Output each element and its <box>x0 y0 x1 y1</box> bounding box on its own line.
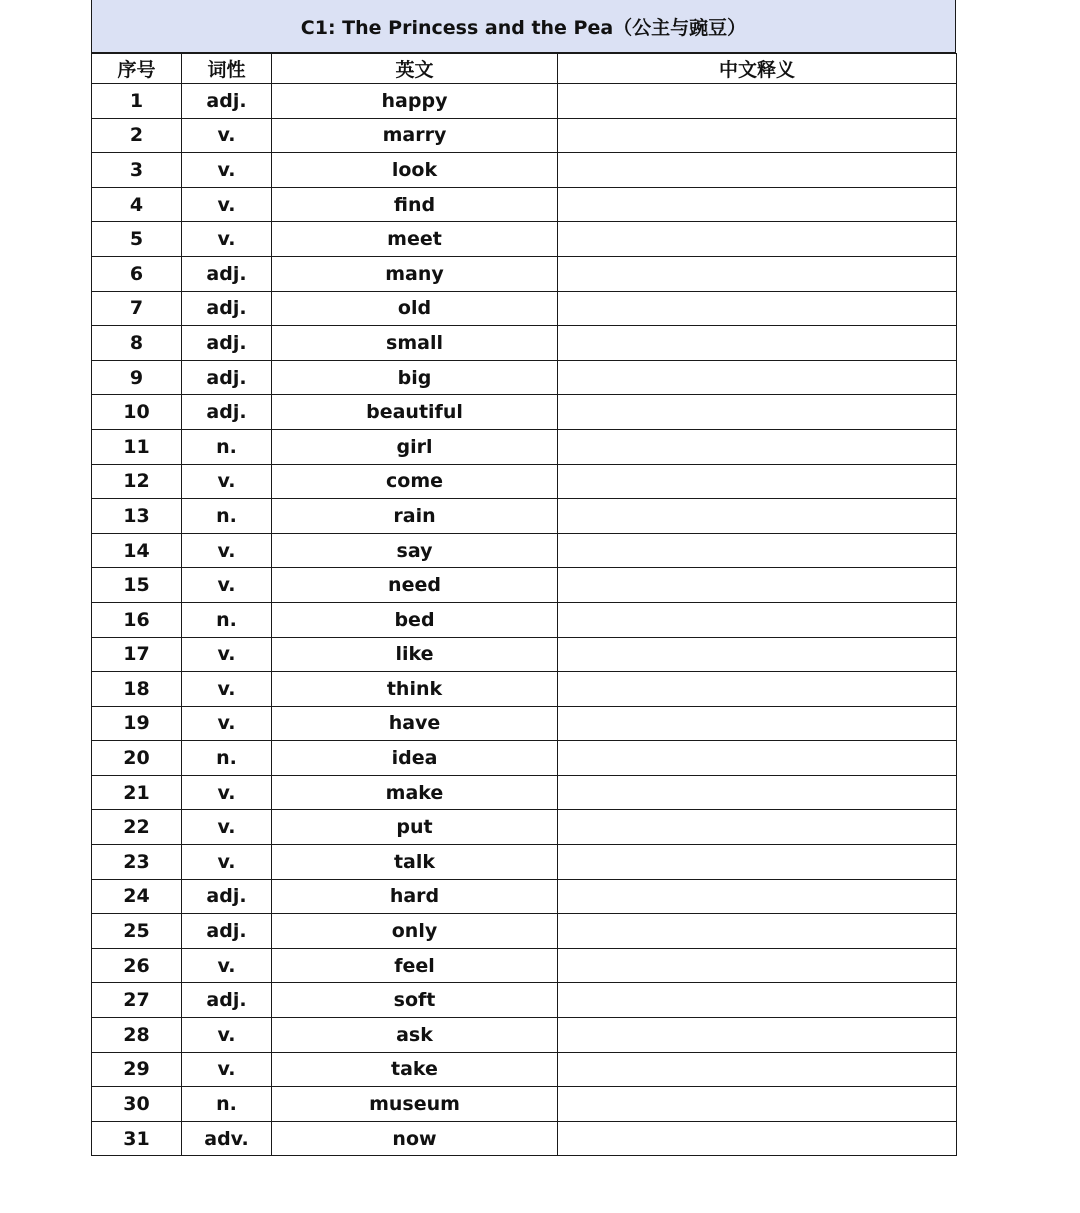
table-row <box>92 153 957 188</box>
cell-english-word: put <box>272 810 558 845</box>
cell-number: 12 <box>92 464 182 499</box>
header-row <box>92 54 957 84</box>
cell-english-word: like <box>272 637 558 672</box>
cell-chinese-meaning[interactable] <box>558 533 957 568</box>
cell-chinese-meaning[interactable] <box>558 222 957 257</box>
cell-english-word: talk <box>272 845 558 880</box>
cell-part-of-speech: v. <box>182 533 272 568</box>
cell-number: 13 <box>92 499 182 534</box>
cell-number: 21 <box>92 775 182 810</box>
table-row <box>92 118 957 153</box>
cell-english-word: need <box>272 568 558 603</box>
header-chinese-meaning: 中文释义 <box>558 54 957 84</box>
cell-chinese-meaning[interactable] <box>558 1052 957 1087</box>
cell-number: 14 <box>92 533 182 568</box>
cell-part-of-speech: v. <box>182 845 272 880</box>
cell-number: 5 <box>92 222 182 257</box>
table-row <box>92 810 957 845</box>
cell-chinese-meaning[interactable] <box>558 187 957 222</box>
cell-english-word: old <box>272 291 558 326</box>
table-row <box>92 256 957 291</box>
cell-part-of-speech: n. <box>182 1087 272 1122</box>
cell-number: 9 <box>92 360 182 395</box>
cell-number: 30 <box>92 1087 182 1122</box>
cell-part-of-speech: adj. <box>182 983 272 1018</box>
sheet-title: C1: The Princess and the Pea（公主与豌豆） <box>91 0 956 53</box>
cell-part-of-speech: adj. <box>182 84 272 119</box>
cell-part-of-speech: n. <box>182 499 272 534</box>
cell-english-word: now <box>272 1121 558 1156</box>
cell-english-word: big <box>272 360 558 395</box>
cell-part-of-speech: v. <box>182 1052 272 1087</box>
cell-number: 1 <box>92 84 182 119</box>
cell-number: 17 <box>92 637 182 672</box>
cell-number: 2 <box>92 118 182 153</box>
table-row <box>92 291 957 326</box>
header-number: 序号 <box>92 54 182 84</box>
cell-chinese-meaning[interactable] <box>558 914 957 949</box>
cell-number: 3 <box>92 153 182 188</box>
table-row <box>92 845 957 880</box>
cell-chinese-meaning[interactable] <box>558 637 957 672</box>
cell-english-word: say <box>272 533 558 568</box>
cell-english-word: come <box>272 464 558 499</box>
table-row <box>92 879 957 914</box>
table-row <box>92 187 957 222</box>
cell-english-word: museum <box>272 1087 558 1122</box>
cell-part-of-speech: v. <box>182 153 272 188</box>
cell-chinese-meaning[interactable] <box>558 326 957 361</box>
cell-chinese-meaning[interactable] <box>558 983 957 1018</box>
cell-number: 10 <box>92 395 182 430</box>
table-row <box>92 948 957 983</box>
vocabulary-table <box>91 53 957 1156</box>
table-row <box>92 429 957 464</box>
cell-chinese-meaning[interactable] <box>558 84 957 119</box>
cell-chinese-meaning[interactable] <box>558 118 957 153</box>
cell-english-word: find <box>272 187 558 222</box>
cell-number: 8 <box>92 326 182 361</box>
cell-part-of-speech: v. <box>182 672 272 707</box>
cell-chinese-meaning[interactable] <box>558 672 957 707</box>
cell-part-of-speech: adj. <box>182 360 272 395</box>
cell-english-word: many <box>272 256 558 291</box>
cell-number: 7 <box>92 291 182 326</box>
cell-part-of-speech: adj. <box>182 914 272 949</box>
cell-part-of-speech: v. <box>182 187 272 222</box>
cell-chinese-meaning[interactable] <box>558 153 957 188</box>
cell-number: 24 <box>92 879 182 914</box>
cell-chinese-meaning[interactable] <box>558 602 957 637</box>
table-row <box>92 983 957 1018</box>
cell-chinese-meaning[interactable] <box>558 741 957 776</box>
cell-english-word: have <box>272 706 558 741</box>
table-row <box>92 499 957 534</box>
cell-part-of-speech: n. <box>182 429 272 464</box>
cell-english-word: happy <box>272 84 558 119</box>
cell-number: 6 <box>92 256 182 291</box>
header-part-of-speech: 词性 <box>182 54 272 84</box>
cell-part-of-speech: v. <box>182 118 272 153</box>
cell-part-of-speech: adj. <box>182 395 272 430</box>
cell-number: 25 <box>92 914 182 949</box>
cell-part-of-speech: v. <box>182 948 272 983</box>
cell-english-word: rain <box>272 499 558 534</box>
table-row <box>92 84 957 119</box>
cell-english-word: think <box>272 672 558 707</box>
cell-part-of-speech: v. <box>182 222 272 257</box>
cell-english-word: look <box>272 153 558 188</box>
table-row <box>92 360 957 395</box>
cell-chinese-meaning[interactable] <box>558 464 957 499</box>
header-english: 英文 <box>272 54 558 84</box>
table-row <box>92 741 957 776</box>
cell-number: 26 <box>92 948 182 983</box>
cell-english-word: bed <box>272 602 558 637</box>
cell-chinese-meaning[interactable] <box>558 256 957 291</box>
cell-number: 15 <box>92 568 182 603</box>
cell-english-word: small <box>272 326 558 361</box>
cell-english-word: ask <box>272 1018 558 1053</box>
cell-chinese-meaning[interactable] <box>558 360 957 395</box>
cell-number: 4 <box>92 187 182 222</box>
cell-part-of-speech: adj. <box>182 326 272 361</box>
table-row <box>92 637 957 672</box>
cell-chinese-meaning[interactable] <box>558 845 957 880</box>
cell-number: 28 <box>92 1018 182 1053</box>
cell-chinese-meaning[interactable] <box>558 429 957 464</box>
table-row <box>92 775 957 810</box>
table-row <box>92 568 957 603</box>
table-row <box>92 1121 957 1156</box>
table-row <box>92 1018 957 1053</box>
cell-number: 19 <box>92 706 182 741</box>
cell-number: 16 <box>92 602 182 637</box>
cell-chinese-meaning[interactable] <box>558 810 957 845</box>
cell-chinese-meaning[interactable] <box>558 706 957 741</box>
cell-part-of-speech: adj. <box>182 291 272 326</box>
cell-part-of-speech: v. <box>182 810 272 845</box>
table-row <box>92 672 957 707</box>
cell-part-of-speech: adj. <box>182 879 272 914</box>
cell-chinese-meaning[interactable] <box>558 499 957 534</box>
cell-part-of-speech: v. <box>182 637 272 672</box>
cell-number: 31 <box>92 1121 182 1156</box>
cell-chinese-meaning[interactable] <box>558 948 957 983</box>
cell-number: 18 <box>92 672 182 707</box>
table-row <box>92 464 957 499</box>
cell-chinese-meaning[interactable] <box>558 291 957 326</box>
cell-part-of-speech: adj. <box>182 256 272 291</box>
table-row <box>92 602 957 637</box>
cell-chinese-meaning[interactable] <box>558 1121 957 1156</box>
cell-number: 27 <box>92 983 182 1018</box>
cell-english-word: hard <box>272 879 558 914</box>
cell-english-word: marry <box>272 118 558 153</box>
cell-chinese-meaning[interactable] <box>558 1018 957 1053</box>
cell-chinese-meaning[interactable] <box>558 879 957 914</box>
cell-english-word: feel <box>272 948 558 983</box>
cell-english-word: take <box>272 1052 558 1087</box>
cell-number: 11 <box>92 429 182 464</box>
cell-number: 22 <box>92 810 182 845</box>
cell-number: 20 <box>92 741 182 776</box>
cell-english-word: only <box>272 914 558 949</box>
cell-part-of-speech: v. <box>182 775 272 810</box>
table-row <box>92 914 957 949</box>
table-row <box>92 222 957 257</box>
table-row <box>92 1087 957 1122</box>
cell-chinese-meaning[interactable] <box>558 1087 957 1122</box>
cell-part-of-speech: n. <box>182 602 272 637</box>
table-row <box>92 395 957 430</box>
table-row <box>92 326 957 361</box>
table-row <box>92 1052 957 1087</box>
cell-chinese-meaning[interactable] <box>558 775 957 810</box>
cell-chinese-meaning[interactable] <box>558 568 957 603</box>
cell-english-word: girl <box>272 429 558 464</box>
cell-english-word: soft <box>272 983 558 1018</box>
cell-chinese-meaning[interactable] <box>558 395 957 430</box>
cell-part-of-speech: v. <box>182 1018 272 1053</box>
cell-english-word: idea <box>272 741 558 776</box>
table-body <box>92 84 957 1156</box>
cell-part-of-speech: v. <box>182 464 272 499</box>
cell-part-of-speech: n. <box>182 741 272 776</box>
cell-number: 23 <box>92 845 182 880</box>
table-row <box>92 533 957 568</box>
vocabulary-sheet <box>91 0 956 1156</box>
table-row <box>92 706 957 741</box>
cell-english-word: beautiful <box>272 395 558 430</box>
cell-part-of-speech: v. <box>182 568 272 603</box>
cell-part-of-speech: v. <box>182 706 272 741</box>
cell-english-word: make <box>272 775 558 810</box>
cell-part-of-speech: adv. <box>182 1121 272 1156</box>
cell-english-word: meet <box>272 222 558 257</box>
cell-number: 29 <box>92 1052 182 1087</box>
